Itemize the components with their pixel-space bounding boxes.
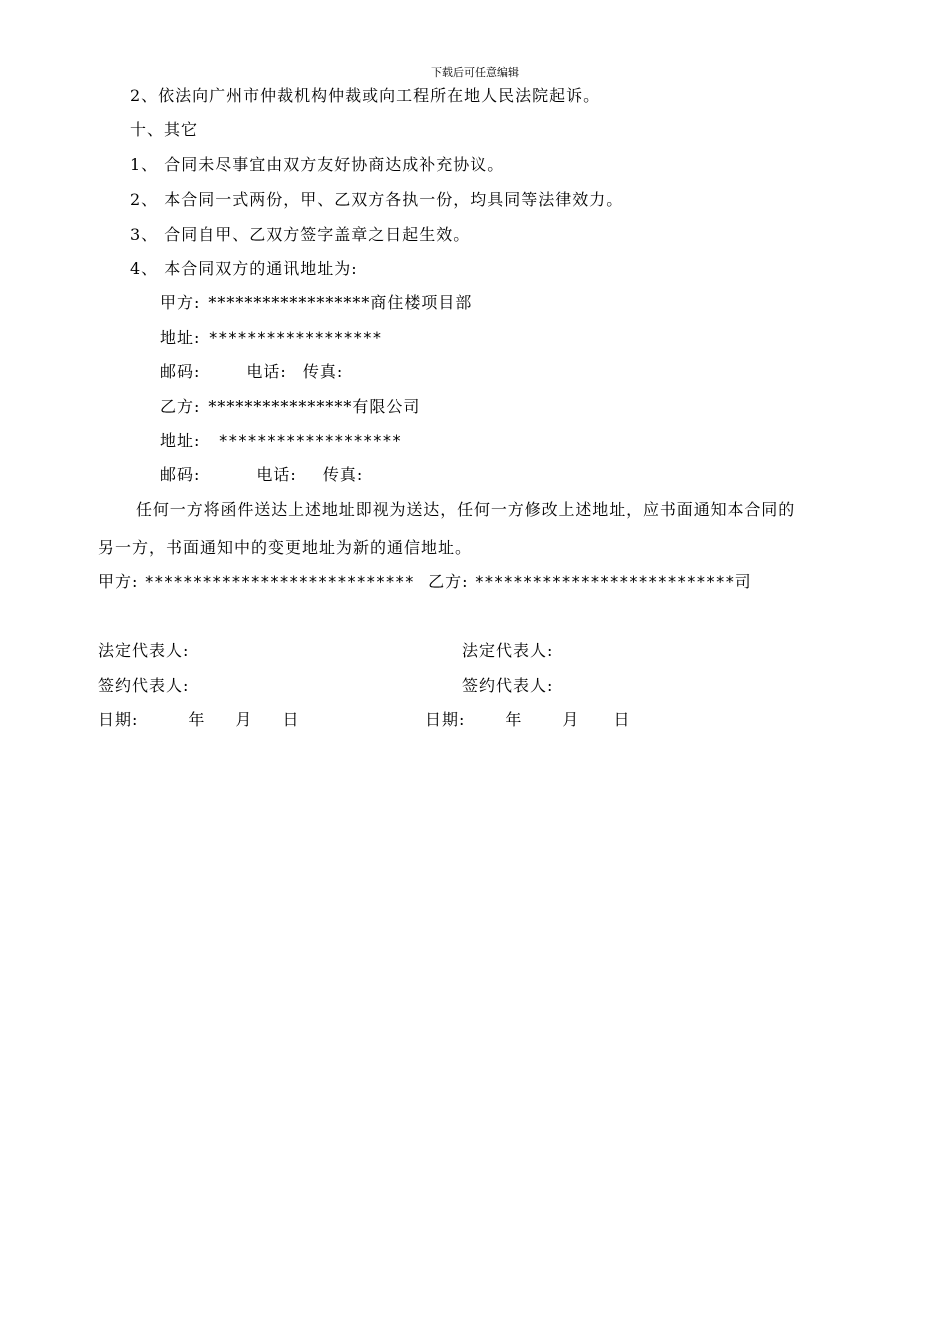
party-a-phone-label: 电话: [246, 362, 287, 381]
party-b-phone-label: 电话: [256, 465, 297, 484]
party-a-date-row [98, 710, 299, 730]
parties-b-value: ***************************司 [474, 572, 751, 591]
party-b-name-value: ****************有限公司 [208, 397, 421, 416]
party-b-month: 月 [562, 710, 580, 729]
party-a-year: 年 [188, 710, 206, 729]
notice-line-1: 任何一方将函件送达上述地址即视为送达，任何一方修改上述地址，应书面通知本合同的 [136, 500, 796, 519]
clause-item-3: 3、 合同自甲、乙双方签字盖章之日起生效。 [130, 225, 471, 244]
party-b-fax-label: 传真: [322, 465, 364, 484]
party-b-date-label: 日期: [425, 710, 466, 729]
party-a-day: 日 [282, 710, 300, 729]
parties-a-label: 甲方: [98, 572, 139, 591]
parties-line [98, 572, 751, 592]
clause-item-2b: 2、 本合同一式两份，甲、乙双方各执一份，均具同等法律效力。 [130, 190, 624, 209]
party-a-legal-rep: 法定代表人: [98, 641, 190, 660]
party-a-contact-row [160, 362, 343, 382]
party-b-signing-rep: 签约代表人: [462, 676, 554, 695]
party-a-address-row [160, 328, 382, 348]
party-a-date-label: 日期: [98, 710, 139, 729]
party-b-address-value: ******************* [218, 431, 402, 450]
page-header: 下载后可任意编辑 [431, 66, 519, 79]
party-a-address-label: 地址: [160, 328, 201, 347]
party-b-legal-rep: 法定代表人: [462, 641, 554, 660]
party-b-date-row [425, 710, 630, 730]
notice-line-2: 另一方，书面通知中的变更地址为新的通信地址。 [98, 538, 473, 557]
party-b-name-label: 乙方: [160, 397, 201, 416]
party-a-name-label: 甲方: [160, 293, 201, 312]
party-b-name-row [160, 397, 420, 417]
party-b-contact-row [160, 465, 363, 485]
party-a-signing-rep: 签约代表人: [98, 676, 190, 695]
parties-a-value: **************************** [144, 572, 415, 591]
clause-item-4: 4、 本合同双方的通讯地址为: [130, 259, 358, 278]
party-b-day: 日 [613, 710, 631, 729]
party-a-month: 月 [235, 710, 253, 729]
section-title: 十、其它 [130, 120, 199, 139]
party-a-fax-label: 传真: [302, 362, 344, 381]
party-a-address-value: ****************** [208, 328, 382, 347]
party-b-postcode-label: 邮码: [160, 465, 201, 484]
clause-item-2: 2、依法向广州市仲裁机构仲裁或向工程所在地人民法院起诉。 [130, 86, 601, 105]
party-b-address-row [160, 431, 401, 451]
party-b-year: 年 [505, 710, 523, 729]
clause-item-1: 1、 合同未尽事宜由双方友好协商达成补充协议。 [130, 155, 505, 174]
party-a-postcode-label: 邮码: [160, 362, 201, 381]
parties-b-label: 乙方: [428, 572, 469, 591]
party-a-name-row [160, 293, 472, 313]
party-b-address-label: 地址: [160, 431, 201, 450]
party-a-name-value: ******************商住楼项目部 [208, 293, 473, 312]
